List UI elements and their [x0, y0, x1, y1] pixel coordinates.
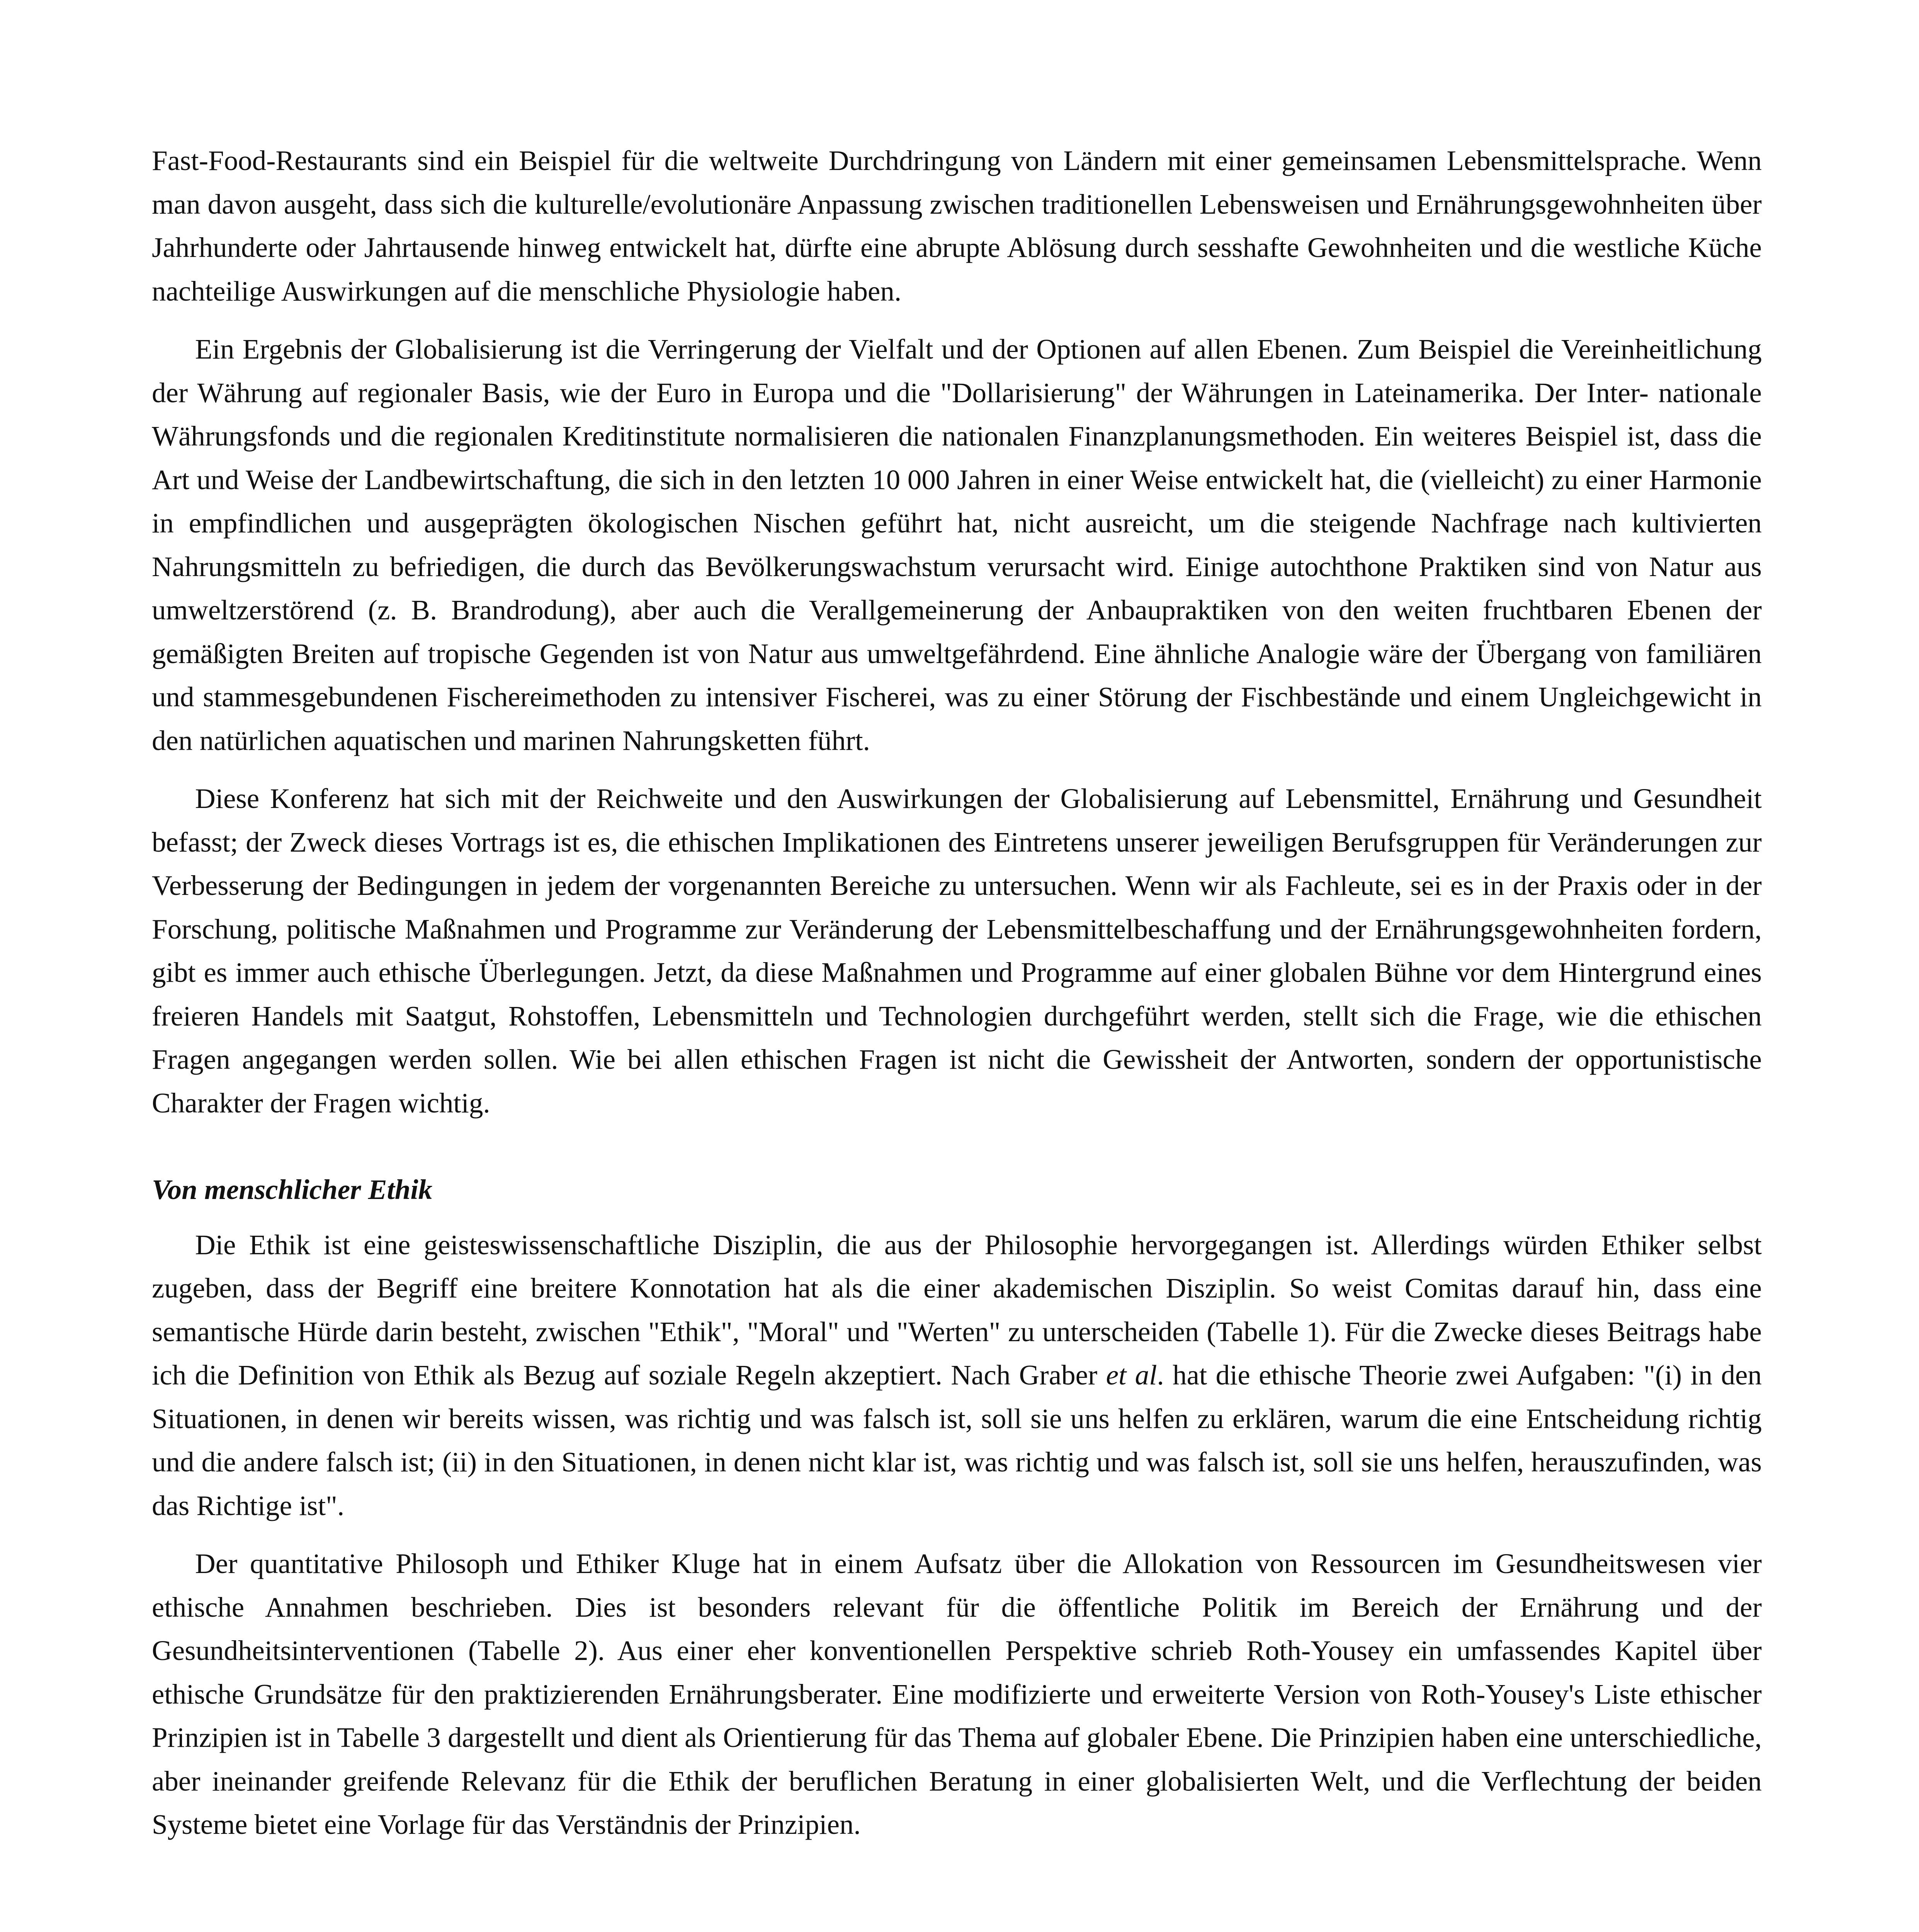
ethics-text-start: Die Ethik ist eine geisteswissenschaftliche Disziplin, die aus der Philosophie hervorgegangen ist. Allerdings würden Ethiker selbst zugeben, dass der Begriff eine breitere Konnotation hat als die einer akademischen Disziplin. So weist Comitas darauf hin, dass eine semantische Hürde darin besteht, zwischen "Ethik", "Moral" und "Werten" zu unterscheiden (Tabelle 1). Für die Zwecke dieses Beitrags habe ich die Definition von Ethik als Bezug auf soziale Regeln akzeptiert. Nach Graber — [152, 1229, 1762, 1391]
document-page — [152, 139, 1762, 1861]
section-heading: Von menschlicher Ethik — [152, 1174, 433, 1205]
paragraph-principles: Der quantitative Philosoph und Ethiker Kluge hat in einem Aufsatz über die Allokation von Ressourcen im Gesundheitswesen vier ethische Annahmen beschrieben. Dies ist besonders relevant für die öffentliche Politik im Bereich der Ernährung und der Gesundheitsinterventionen (Tabelle 2). Aus einer eher konventionellen Perspektive schrieb Roth-Yousey ein umfassendes Kapitel über ethische Grundsätze für den praktizierenden Ernährungsberater. Eine modifizierte und erweiterte Version von Roth-Yousey's Liste ethischer Prinzipien ist in Tabelle 3 dargestellt und dient als Orientierung für das Thema auf globaler Ebene. Die Prinzipien haben eine unterschiedliche, aber ineinander greifende Relevanz für die Ethik der beruflichen Beratung in einer globalisierten Welt, und die Verflechtung der beiden Systeme bietet eine Vorlage für das Verständnis der Prinzipien. — [152, 1548, 1762, 1840]
ethics-text-end: . hat die ethische Theorie zwei Aufgaben: "(i) in den Situationen, in denen wir bereits wissen, was richtig und was falsch ist, soll sie uns helfen zu erklären, warum die eine Entscheidung richtig und die andere falsch ist; (ii) in den Situationen, in denen nicht klar ist, was richtig und was falsch ist, soll sie uns helfen, herauszufinden, was das Richtige ist". — [152, 1359, 1762, 1521]
paragraph-ethics — [152, 1223, 1762, 1528]
paragraph-conference: Diese Konferenz hat sich mit der Reichweite und den Auswirkungen der Globalisierung auf Lebensmittel, Ernährung und Gesundheit befasst; der Zweck dieses Vortrags ist es, die ethischen Implikationen des Eintretens unserer jeweiligen Berufsgruppen für Veränderungen zur Verbesserung der Bedingungen in jedem der vorgenannten Bereiche zu untersuchen. Wenn wir als Fachleute, sei es in der Praxis oder in der Forschung, politische Maßnahmen und Programme zur Veränderung der Lebensmittelbeschaffung und der Ernährungsgewohnheiten fordern, gibt es immer auch ethische Überlegungen. Jetzt, da diese Maßnahmen und Programme auf einer globalen Bühne vor dem Hintergrund eines freieren Handels mit Saatgut, Rohstoffen, Lebensmitteln und Technologien durchgeführt werden, stellt sich die Frage, wie die ethischen Fragen angegangen werden sollen. Wie bei allen ethischen Fragen ist nicht die Gewissheit der Antworten, sondern der opportunistische Charakter der Fragen wichtig. — [152, 783, 1762, 1119]
paragraph-globalization: Ein Ergebnis der Globalisierung ist die Verringerung der Vielfalt und der Optionen auf allen Ebenen. Zum Beispiel die Vereinheitlichung der Währung auf regionaler Basis, wie der Euro in Europa und die "Dollarisierung" der Währungen in Lateinamerika. Der Inter- nationale Währungsfonds und die regionalen Kreditinstitute normalisieren die nationalen Finanzplanungsmethoden. Ein weiteres Beispiel ist, dass die Art und Weise der Landbewirtschaftung, die sich in den letzten 10 000 Jahren in einer Weise entwickelt hat, die (vielleicht) zu einer Harmonie in empfindlichen und ausgeprägten ökologischen Nischen geführt hat, nicht ausreicht, um die steigende Nachfrage nach kultivierten Nahrungsmitteln zu befriedigen, die durch das Bevölkerungswachstum verursacht wird. Einige autochthone Praktiken sind von Natur aus umweltzerstörend (z. B. Brandrodung), aber auch die Verallgemeinerung der Anbaupraktiken von den weiten fruchtbaren Ebenen der gemäßigten Breiten auf tropische Gegenden ist von Natur aus umweltgefährdend. Eine ähnliche Analogie wäre der Übergang von familiären und stammesgebundenen Fischereimethoden zu intensiver Fischerei, was zu einer Störung der Fischbestände und einem Ungleichgewicht in den natürlichen aquatischen und marinen Nahrungsketten führt. — [152, 333, 1762, 756]
ethics-text-emphasis: et al — [1106, 1359, 1157, 1391]
paragraph-fast-food: Fast-Food-Restaurants sind ein Beispiel für die weltweite Durchdringung von Ländern mit einer gemeinsamen Lebensmittelsprache. Wenn man davon ausgeht, dass sich die kulturelle/evolutionäre Anpassung zwischen traditionellen Lebensweisen und Ernährungsgewohnheiten über Jahrhunderte oder Jahrtausende hinweg entwickelt hat, dürfte eine abrupte Ablösung durch sesshafte Gewohnheiten und die westliche Küche nachteilige Auswirkungen auf die menschliche Physiologie haben. — [152, 145, 1762, 307]
